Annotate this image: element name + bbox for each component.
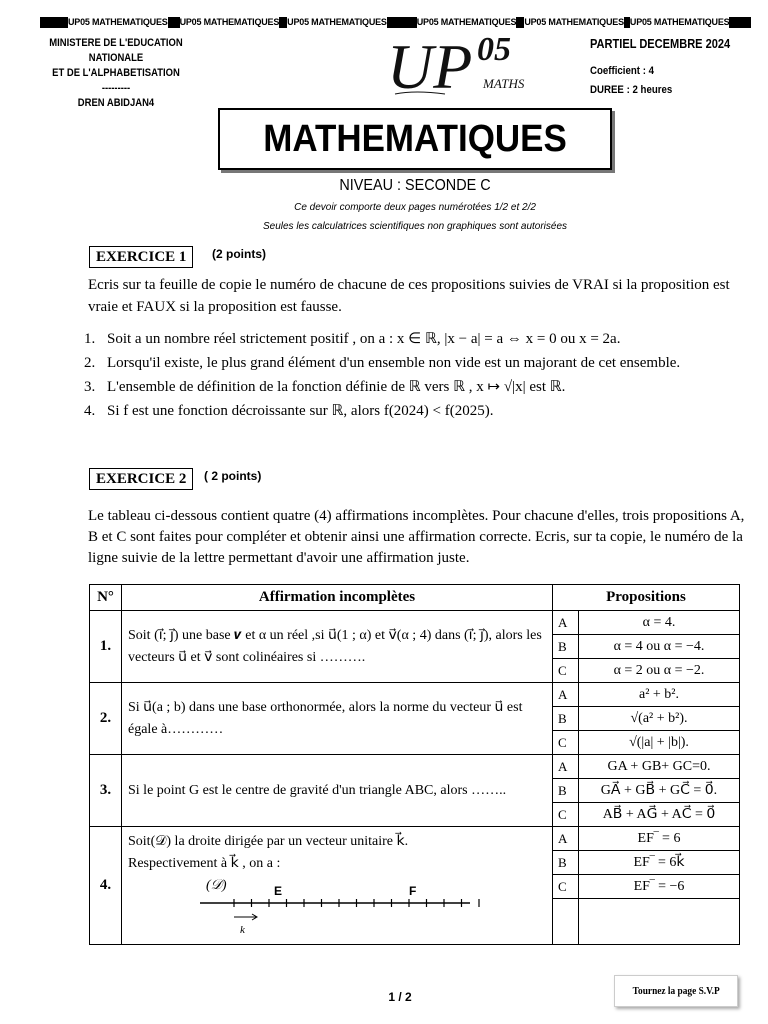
subject-title-box	[218, 108, 612, 170]
subject-title: MATHEMATIQUES	[263, 117, 567, 160]
item-number: 1.	[84, 331, 96, 347]
column-header: Affirmation incomplètes	[122, 585, 553, 611]
proposition-value: √(|a| + |b|).	[579, 731, 740, 755]
affirmation-cell	[122, 827, 553, 945]
exercise2-label: EXERCICE 2	[89, 468, 193, 490]
table-row	[90, 827, 740, 851]
proposition-value: √(a² + b²).	[579, 707, 740, 731]
level-label: NIVEAU : SECONDE C	[339, 177, 491, 194]
calculator-note: Seules les calculatrices scientifiques non graphiques sont autorisées	[262, 221, 568, 232]
dren-label: DREN ABIDJAN4	[77, 97, 155, 109]
list-item	[84, 376, 754, 398]
logo-number-text: 05	[477, 31, 511, 68]
duration-label: DUREE : 2 heures	[590, 84, 673, 96]
proposition-value: α = 4.	[579, 611, 740, 635]
number-line-figure	[200, 875, 500, 937]
proposition-letter: A	[553, 755, 579, 779]
proposition-value: EF‾ = 6	[579, 827, 740, 851]
proposition-letter: B	[553, 779, 579, 803]
proposition-value: EF‾ = −6	[579, 875, 740, 899]
affirmation-text: Soit(𝒟) la droite dirigée par un vecteur unitaire k⃗. Respectivement à k⃗ , on a :	[128, 834, 409, 871]
item-number: 4.	[84, 403, 96, 419]
pages-note: Ce devoir comporte deux pages numérotées 1/2 et 2/2	[294, 202, 536, 213]
proposition-letter: A	[553, 683, 579, 707]
item-text: Si f est une fonction décroissante sur ℝ, alors f(2024) < f(2025).	[107, 403, 494, 419]
row-number: 2.	[90, 683, 122, 755]
proposition-letter: A	[553, 827, 579, 851]
exam-info	[590, 62, 672, 100]
affirmation-text: Si le point G est le centre de gravité d'un triangle ABC, alors ……..	[122, 755, 553, 827]
proposition-value: α = 2 ou α = −2.	[579, 659, 740, 683]
page-number: 1 / 2	[388, 990, 412, 1004]
ministry-line: MINISTERE DE L'EDUCATION NATIONALE	[49, 37, 183, 64]
row-number: 4.	[90, 827, 122, 945]
affirmation-text: Soit (i⃗; j⃗) une base 𝒗 et α un réel ,si u⃗(1 ; α) et v⃗(α ; 4) dans (i⃗; j⃗), alors les vecteurs u⃗ et v⃗ sont colinéaires si ……….	[122, 611, 553, 683]
proposition-letter: C	[553, 803, 579, 827]
affirmation-text: Si u⃗(a ; b) dans une base orthonormée, alors la norme du vecteur u⃗ est égale à…………	[122, 683, 553, 755]
proposition-value: a² + b².	[579, 683, 740, 707]
table-row	[90, 683, 740, 707]
proposition-value: GA⃗ + GB⃗ + GC⃗ = 0⃗.	[579, 779, 740, 803]
exercise1-intro: Ecris sur ta feuille de copie le numéro de chacune de ces propositions suivies de VRAI si la proposition est vraie et FAUX si la proposition est fausse.	[88, 277, 730, 315]
proposition-value: EF‾ = 6k⃗	[579, 851, 740, 875]
item-number: 2.	[84, 355, 96, 371]
banner-text: UP05 MATHEMATIQUES	[68, 17, 168, 27]
item-text: Soit a un nombre réel strictement positif , on a : x ∈ ℝ, |x − a| = a ⇔ x = 0 ou x = 2a.	[107, 331, 621, 347]
empty-cell	[579, 899, 740, 945]
table-row	[90, 755, 740, 779]
logo-main-text: UP	[387, 31, 473, 100]
coefficient-label: Coefficient : 4	[590, 65, 655, 77]
table-row	[90, 611, 740, 635]
exercise1-points: (2 points)	[212, 247, 266, 261]
banner-text: UP05 MATHEMATIQUES	[629, 17, 730, 27]
list-item	[84, 352, 754, 374]
up05-logo	[385, 30, 545, 100]
proposition-value: GA + GB+ GC=0.	[579, 755, 740, 779]
proposition-letter: A	[553, 611, 579, 635]
column-header: Propositions	[553, 585, 740, 611]
proposition-letter: C	[553, 731, 579, 755]
logo-sub-text: MATHS	[483, 76, 525, 91]
row-number: 1.	[90, 611, 122, 683]
proposition-letter: C	[553, 659, 579, 683]
banner-text: UP05 MATHEMATIQUES	[287, 17, 387, 27]
ministry-separator: ---------	[101, 82, 131, 94]
exercise2-points: ( 2 points)	[204, 469, 262, 483]
list-item	[84, 400, 754, 422]
empty-cell	[553, 899, 579, 945]
row-number: 3.	[90, 755, 122, 827]
proposition-letter: B	[553, 635, 579, 659]
point-e-label: E	[274, 884, 283, 898]
turn-page-note	[614, 975, 738, 1007]
point-f-label: F	[409, 884, 417, 898]
line-label: (𝒟)	[206, 878, 227, 893]
header-banner	[40, 16, 756, 28]
banner-text: UP05 MATHEMATIQUES	[524, 17, 624, 27]
item-text: L'ensemble de définition de la fonction définie de ℝ vers ℝ , x ↦ √|x| est ℝ.	[107, 379, 566, 395]
banner-text: UP05 MATHEMATIQUES	[416, 17, 517, 27]
proposition-value: α = 4 ou α = −4.	[579, 635, 740, 659]
proposition-letter: B	[553, 851, 579, 875]
column-header: N°	[90, 585, 122, 611]
ministry-line: ET DE L'ALPHABETISATION	[52, 67, 180, 79]
exercise1-label: EXERCICE 1	[89, 246, 193, 268]
item-text: Lorsqu'il existe, le plus grand élément d'un ensemble non vide est un majorant de cet ensemble.	[107, 355, 681, 371]
table-header-row	[90, 585, 740, 611]
turn-page-text: Tournez la page S.V.P	[632, 985, 720, 997]
proposition-letter: B	[553, 707, 579, 731]
proposition-letter: C	[553, 875, 579, 899]
exam-title: PARTIEL DECEMBRE 2024	[590, 36, 731, 51]
unit-vector-label: k⃗	[240, 924, 254, 936]
banner-text: UP05 MATHEMATIQUES	[179, 17, 280, 27]
propositions-table	[89, 584, 740, 945]
exercise2-intro: Le tableau ci-dessous contient quatre (4) affirmations incomplètes. Pour chacune d'elles, trois propositions A, B et C sont faites pour compléter et obtenir ainsi une affirmation correcte. Ecris, sur ta copie, le numéro de la ligne suivie de la lettre permettant d'avoir une affirmation juste.	[88, 508, 745, 566]
proposition-value: AB⃗ + AG⃗ + AC⃗ = 0⃗	[579, 803, 740, 827]
item-number: 3.	[84, 379, 96, 395]
list-item	[84, 328, 754, 350]
exercise1-list	[84, 328, 754, 424]
ministry-block	[30, 36, 202, 111]
